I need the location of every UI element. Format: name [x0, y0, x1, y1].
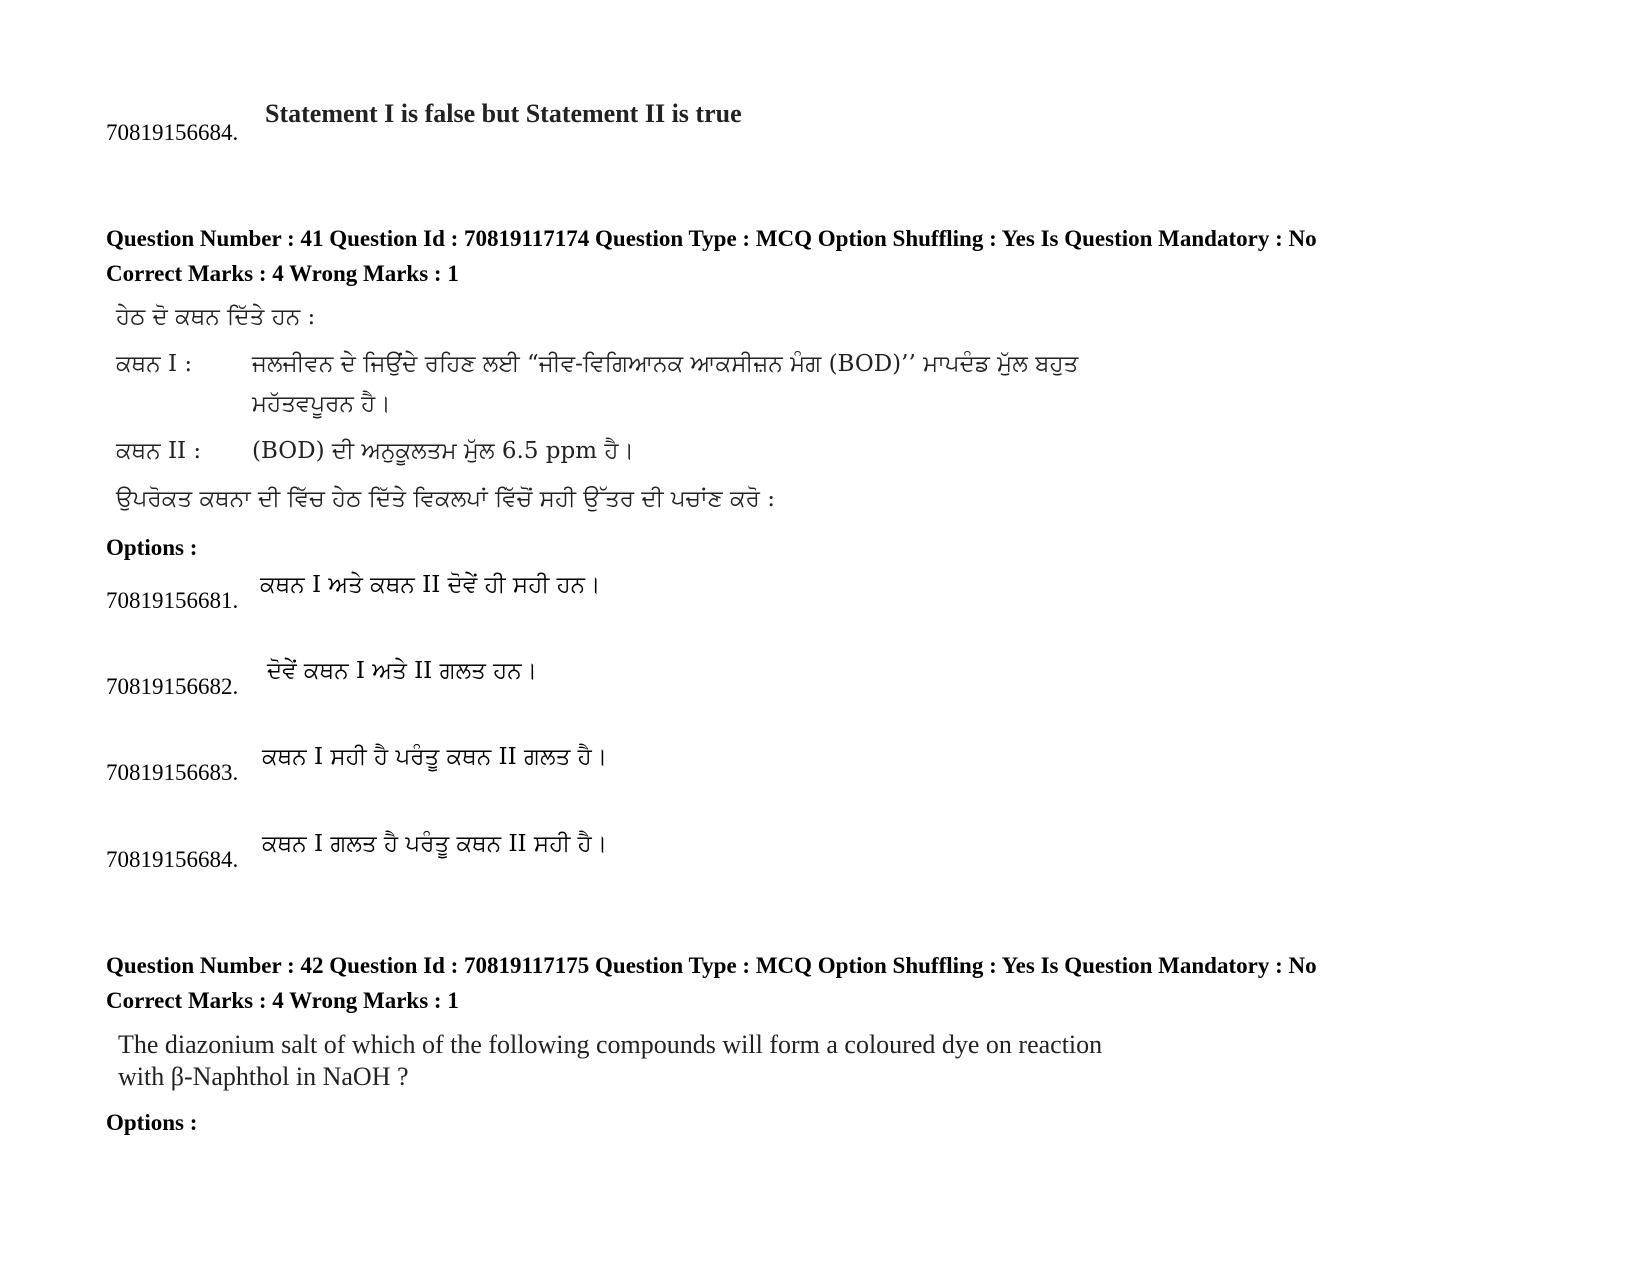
question-marks-line: Correct Marks : 4 Wrong Marks : 1	[106, 988, 459, 1013]
statement-2-text: (BOD) ਦੀ ਅਨੁਕੂਲਤਮ ਮੁੱਲ 6.5 ppm ਹੈ।	[252, 438, 634, 464]
question-instruction: ਉਪਰੋਕਤ ਕਥਨਾ ਦੀ ਵਿੱਚ ਹੇਠ ਦਿੱਤੇ ਵਿਕਲਪਾਂ ਵਿੱਚੋਂ ਸਹੀ ਉੱਤਰ ਦੀ ਪਚਾਂਣ ਕਰੋ :	[116, 486, 775, 512]
option-id: 70819156684.	[106, 847, 239, 872]
option-text: ਕਥਨ I ਅਤੇ ਕਥਨ II ਦੋਵੇਂ ਹੀ ਸਹੀ ਹਨ।	[260, 572, 601, 598]
question-text: The diazonium salt of which of the following compounds will form a coloured dye on reaction	[118, 1030, 1103, 1059]
option-text: ਕਥਨ I ਗਲਤ ਹੈ ਪਰੰਤੂ ਕਥਨ II ਸਹੀ ਹੈ।	[262, 831, 608, 857]
question-marks-line: Correct Marks : 4 Wrong Marks : 1	[106, 261, 459, 286]
option-id: 70819156681.	[106, 588, 239, 613]
question-meta-line: Question Number : 42 Question Id : 70819117175 Question Type : MCQ Option Shuffling : Yes Is Question Mandatory : No	[106, 953, 1317, 978]
option-id: 70819156682.	[106, 674, 239, 699]
statement-2-label: ਕਥਨ II :	[116, 438, 202, 464]
statement-1-text: ਜਲਜੀਵਨ ਦੇ ਜਿਉਂਦੇ ਰਹਿਣ ਲਈ “ਜੀਵ-ਵਿਗਿਆਨਕ ਆਕਸੀਜ਼ਨ ਮੰਗ (BOD)’’ ਮਾਪਦੰਡ ਮੁੱਲ ਬਹੁਤ	[252, 351, 1079, 377]
options-label: Options :	[106, 535, 198, 560]
option-text: ਦੋਵੇਂ ਕਥਨ I ਅਤੇ II ਗਲਤ ਹਨ।	[267, 658, 538, 684]
question-intro: ਹੇਠ ਦੋ ਕਥਨ ਦਿੱਤੇ ਹਨ :	[116, 304, 316, 330]
option-text: Statement I is false but Statement II is true	[265, 99, 742, 128]
options-label: Options :	[106, 1110, 198, 1135]
option-id: 70819156683.	[106, 760, 239, 785]
question-meta-line: Question Number : 41 Question Id : 70819117174 Question Type : MCQ Option Shuffling : Yes Is Question Mandatory : No	[106, 226, 1317, 251]
question-text-cont: with β-Naphthol in NaOH ?	[118, 1062, 409, 1091]
statement-1-text-cont: ਮਹੱਤਵਪੂਰਨ ਹੈ।	[252, 391, 391, 417]
option-text: ਕਥਨ I ਸਹੀ ਹੈ ਪਰੰਤੂ ਕਥਨ II ਗਲਤ ਹੈ।	[262, 744, 608, 770]
statement-1-label: ਕਥਨ I :	[116, 351, 193, 377]
option-id: 70819156684.	[106, 120, 239, 145]
